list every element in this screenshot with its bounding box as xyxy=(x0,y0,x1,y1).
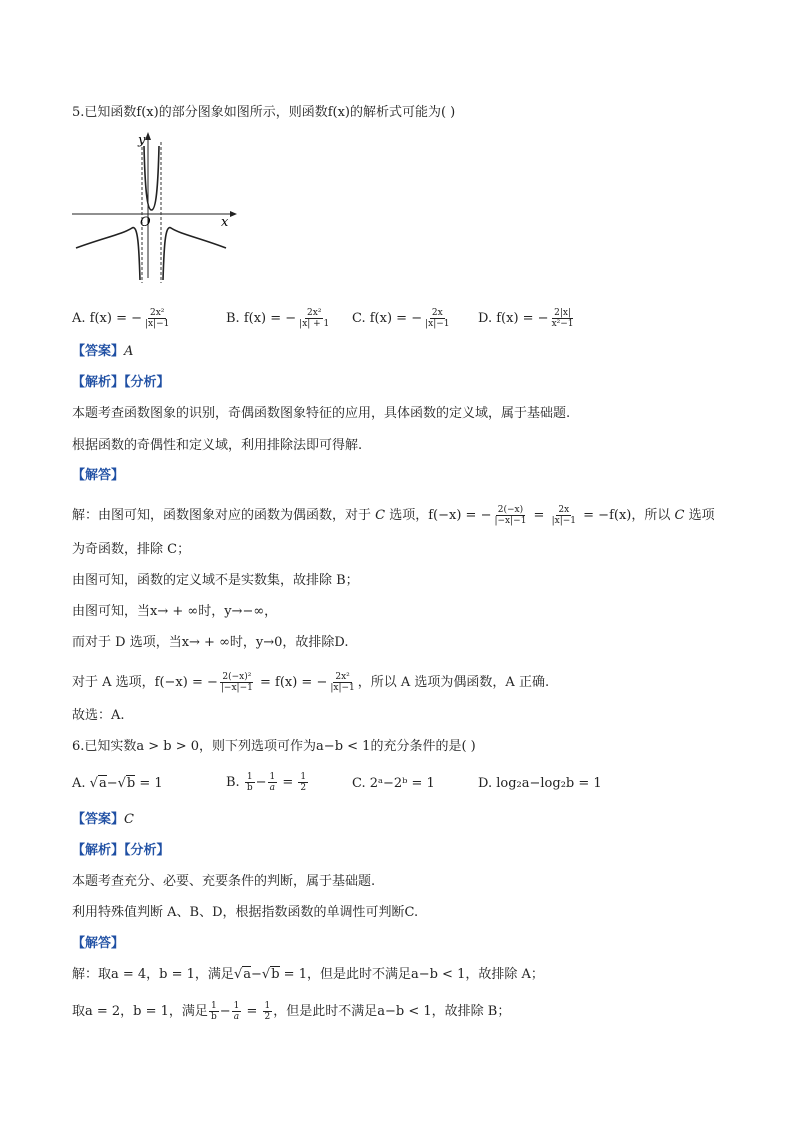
q5-solution-1: 解：由图可知，函数图象对应的函数为偶函数，对于 C 选项，f(−x) = − $\frac{2(-x)}{|-x|-1}$ = $\frac{2x}{|x|-1}$ = −f(x)，所以 C 选项 xyxy=(72,505,715,526)
q5-solution-6: 对于 A 选项，f(−x) = − $\frac{\text{2(−x)²}}{|-x|-1}$ = f(x) = − $\frac{\text{2x²}}{|x|-1}$ ，所以 A 选项为偶函数，A 正确. xyxy=(72,672,550,693)
q6-stem: 6.已知实数a > b > 0，则下列选项可作为a−b < 1的充分条件的是( ) xyxy=(72,739,476,754)
curve-left xyxy=(76,228,140,280)
q6-option-d: D. log₂a−log₂b = 1 xyxy=(478,776,602,791)
q5-function-graph xyxy=(68,128,238,288)
q6-option-b: B. $\frac{1}{b}$ − $\frac{1}{a}$ = $\frac{1}{2}$ xyxy=(226,772,307,793)
y-axis-label: y xyxy=(138,133,146,148)
x-axis-label: x xyxy=(221,215,229,230)
q5-analysis-tag: 【解析】【分析】 xyxy=(72,375,170,390)
q5-option-b: B. f(x) = − $\frac{\text{2x²}}{|x| + 1}$ xyxy=(226,308,330,329)
q5-solution-5: 而对于 D 选项，当x→ + ∞时，y→0，故排除D. xyxy=(72,635,349,650)
q6-analysis-2: 利用特殊值判断 A、B、D，根据指数函数的单调性可判断C. xyxy=(72,905,419,920)
q5-analysis-2: 根据函数的奇偶性和定义域，利用排除法即可得解. xyxy=(72,438,363,453)
origin-label: O xyxy=(140,215,151,230)
q5-option-a: A. f(x) = − $\frac{\text{2x²}}{|x|-1}$ xyxy=(72,308,170,329)
q5-solution-tag: 【解答】 xyxy=(72,468,125,483)
q5-solution-3: 由图可知，函数的定义域不是实数集，故排除 B； xyxy=(72,573,359,588)
q6-option-c: C. 2ᵃ−2ᵇ = 1 xyxy=(352,776,435,791)
q5-option-d: D. f(x) = − $\frac{2|x|}{\text{x²−1}}$ xyxy=(478,308,574,329)
q6-solution-2: 取a = 2，b = 1，满足 $\frac{1}{b}$ − $\frac{1}{a}$ = $\frac{1}{2}$ ，但是此时不满足a−b < 1，故排除 B； xyxy=(72,1001,511,1022)
q6-analysis-tag: 【解析】【分析】 xyxy=(72,843,170,858)
q5-option-c: C. f(x) = − $\frac{2x}{|x|-1}$ xyxy=(352,308,450,329)
q5-choice: 故选：A. xyxy=(72,708,125,723)
curve-right xyxy=(163,228,226,280)
q6-analysis-1: 本题考查充分、必要、充要条件的判断，属于基础题. xyxy=(72,874,376,889)
q5-answer: 【答案】A xyxy=(72,344,134,359)
q5-solution-4: 由图可知，当x→ + ∞时，y→−∞， xyxy=(72,604,278,619)
x-axis-arrow xyxy=(230,211,237,217)
q5-solution-2: 为奇函数，排除 C； xyxy=(72,542,191,557)
q6-answer: 【答案】C xyxy=(72,812,134,827)
q6-solution-1: 解：取a = 4，b = 1，满足√a−√b = 1，但是此时不满足a−b < 1，故排除 A； xyxy=(72,967,544,982)
curve-center xyxy=(144,146,159,210)
q6-solution-tag: 【解答】 xyxy=(72,936,125,951)
q6-option-a: A. √a−√b = 1 xyxy=(72,776,163,791)
q5-analysis-1: 本题考查函数图象的识别，奇偶函数图象特征的应用，具体函数的定义域，属于基础题. xyxy=(72,406,571,421)
q5-stem: 5.已知函数f(x)的部分图象如图所示，则函数f(x)的解析式可能为( ) xyxy=(72,105,456,120)
y-axis-arrow xyxy=(145,132,151,140)
